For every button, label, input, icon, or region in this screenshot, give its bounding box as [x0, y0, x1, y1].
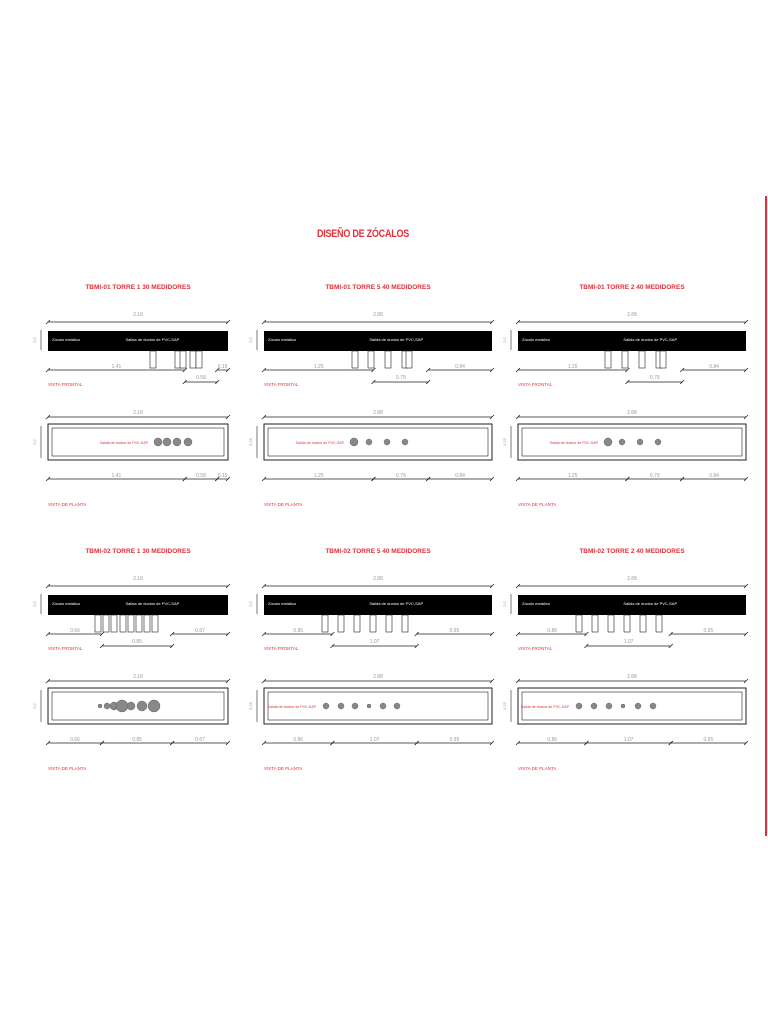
front-total-label: 2.88: [373, 312, 383, 318]
plan-depth-label: 0.25: [502, 438, 507, 446]
plan-view-label: VISTA DE PLANTA: [264, 502, 303, 507]
front-view-label: VISTA FRONTAL: [48, 382, 83, 387]
plan-duct-label: Salida de ductos de PVC-SAP: [295, 441, 344, 445]
metal-base-label: Zócalo metálico: [268, 601, 297, 606]
duct-slot: [656, 615, 662, 632]
plan-depth-label: 0.25: [248, 438, 253, 446]
front-view-label: VISTA FRONTAL: [264, 646, 299, 651]
plan-depth-label: 0.2: [32, 703, 37, 709]
plan-duct-label: Salida de ductos de PVC-SAP: [267, 705, 316, 709]
front-height-label: 0.2: [32, 337, 37, 343]
metal-base-label: Zócalo metálico: [522, 601, 551, 606]
plan-total-label: 2.88: [627, 410, 637, 416]
plan-left-label: 0.86: [547, 737, 558, 743]
panel-title: TBMI-02 TORRE 5 40 MEDIDORES: [325, 548, 431, 555]
front-total-label: 2.88: [627, 576, 637, 582]
front-view-label: VISTA FRONTAL: [48, 646, 83, 651]
front-mid-label: 0.79: [395, 375, 406, 381]
front-left-label: 1.41: [111, 364, 122, 370]
metal-base-label: Zócalo metálico: [522, 337, 551, 342]
plan-depth-label: 0.25: [502, 702, 507, 710]
front-height-label: 0.2: [32, 601, 37, 607]
duct-circle: [635, 703, 641, 709]
duct-circle: [621, 704, 625, 708]
front-mid-label: 0.58: [196, 375, 206, 381]
front-total-label: 2.88: [373, 576, 383, 582]
panel-title: TBMI-02 TORRE 2 40 MEDIDORES: [579, 548, 685, 555]
metal-base-label: Zócalo metálico: [52, 337, 81, 342]
plan-total-label: 2.88: [373, 674, 383, 680]
front-total-label: 2.18: [133, 576, 143, 582]
plan-total-label: 2.18: [133, 674, 143, 680]
plan-mid-label: 0.85: [132, 737, 142, 743]
duct-outlet-label: Salida de ductos de PVC-SAP: [623, 601, 678, 606]
duct-circle: [606, 703, 612, 709]
plan-left-label: 0.66: [70, 737, 80, 743]
front-mid-label: 1.07: [369, 639, 380, 645]
duct-outlet-label: Salida de ductos de PVC-SAP: [623, 337, 678, 342]
plan-left-label: 1.25: [313, 473, 324, 479]
plan-left-label: 1.25: [567, 473, 578, 479]
front-height-label: 0.2: [248, 601, 253, 607]
plan-duct-label: Salida de ductos de PVC-SAP: [99, 441, 148, 445]
plan-depth-label: 0.2: [32, 439, 37, 445]
plan-total-label: 2.18: [133, 410, 143, 416]
plan-total-label: 2.88: [627, 674, 637, 680]
metal-base-label: Zócalo metálico: [268, 337, 297, 342]
front-right-label: 0.95: [449, 628, 460, 634]
plan-right-label: 0.84: [709, 473, 719, 479]
front-height-label: 0.2: [248, 337, 253, 343]
duct-outlet-label: Salida de ductos de PVC-SAP: [369, 601, 424, 606]
duct-slot: [592, 615, 598, 632]
duct-slot: [624, 615, 630, 632]
front-mid-label: 0.85: [132, 639, 142, 645]
plan-view-label: VISTA DE PLANTA: [48, 766, 87, 771]
front-total-label: 2.88: [627, 312, 637, 318]
plan-mid-label: 0.79: [649, 473, 660, 479]
duct-outlet-label: Salida de ductos de PVC-SAP: [125, 601, 180, 606]
front-right-label: 0.67: [195, 628, 205, 634]
front-left-label: 0.66: [70, 628, 80, 634]
plan-mid-label: 0.58: [196, 473, 206, 479]
plan-right-label: 0.19: [217, 473, 228, 479]
front-view-label: VISTA FRONTAL: [264, 382, 299, 387]
panel-title: TBMI-02 TORRE 1 30 MEDIDORES: [85, 548, 191, 555]
front-mid-label: 1.07: [623, 639, 634, 645]
page-title: DISEÑO DE ZÓCALOS: [316, 228, 410, 240]
front-right-label: 0.95: [703, 628, 714, 634]
front-left-label: 0.86: [293, 628, 304, 634]
plan-view-label: VISTA DE PLANTA: [48, 502, 87, 507]
duct-outlet-label: Salida de ductos de PVC-SAP: [369, 337, 424, 342]
front-left-label: 0.86: [547, 628, 558, 634]
plan-mid-label: 1.07: [623, 737, 634, 743]
plan-right-label: 0.95: [703, 737, 714, 743]
duct-circle: [591, 703, 597, 709]
plan-view-label: VISTA DE PLANTA: [518, 502, 557, 507]
panel-title: TBMI-01 TORRE 2 40 MEDIDORES: [579, 284, 685, 291]
front-view-label: VISTA FRONTAL: [518, 646, 553, 651]
duct-slot: [608, 615, 614, 632]
duct-circle: [650, 703, 656, 709]
plan-mid-label: 1.07: [369, 737, 380, 743]
plan-view-label: VISTA DE PLANTA: [264, 766, 303, 771]
duct-outlet-label: Salida de ductos de PVC-SAP: [125, 337, 180, 342]
duct-slot: [576, 615, 582, 632]
plan-left-label: 1.41: [111, 473, 122, 479]
plan-view-label: VISTA DE PLANTA: [518, 766, 557, 771]
plan-duct-label: Salida de ductos de PVC-SAP: [549, 441, 598, 445]
plan-duct-label: Salida de ductos de PVC-SAP: [520, 705, 569, 709]
panel-title: TBMI-01 TORRE 1 30 MEDIDORES: [85, 284, 191, 291]
front-right-label: 0.84: [455, 364, 465, 370]
plan-depth-label: 0.25: [248, 702, 253, 710]
front-mid-label: 0.79: [649, 375, 660, 381]
front-height-label: 0.2: [502, 601, 507, 607]
duct-circle: [576, 703, 582, 709]
plan-right-label: 0.95: [449, 737, 460, 743]
plan-right-label: 0.84: [455, 473, 465, 479]
front-total-label: 2.18: [133, 312, 143, 318]
front-view-label: VISTA FRONTAL: [518, 382, 553, 387]
plan-mid-label: 0.79: [395, 473, 406, 479]
front-right-label: 0.84: [709, 364, 719, 370]
plan-left-label: 0.86: [293, 737, 304, 743]
metal-base-label: Zócalo metálico: [52, 601, 81, 606]
plan-right-label: 0.67: [195, 737, 205, 743]
front-left-label: 1.25: [313, 364, 324, 370]
front-left-label: 1.25: [567, 364, 578, 370]
front-right-label: 0.19: [217, 364, 228, 370]
front-height-label: 0.2: [502, 337, 507, 343]
panel-title: TBMI-01 TORRE 5 40 MEDIDORES: [325, 284, 431, 291]
duct-slot: [640, 615, 646, 632]
plan-total-label: 2.88: [373, 410, 383, 416]
